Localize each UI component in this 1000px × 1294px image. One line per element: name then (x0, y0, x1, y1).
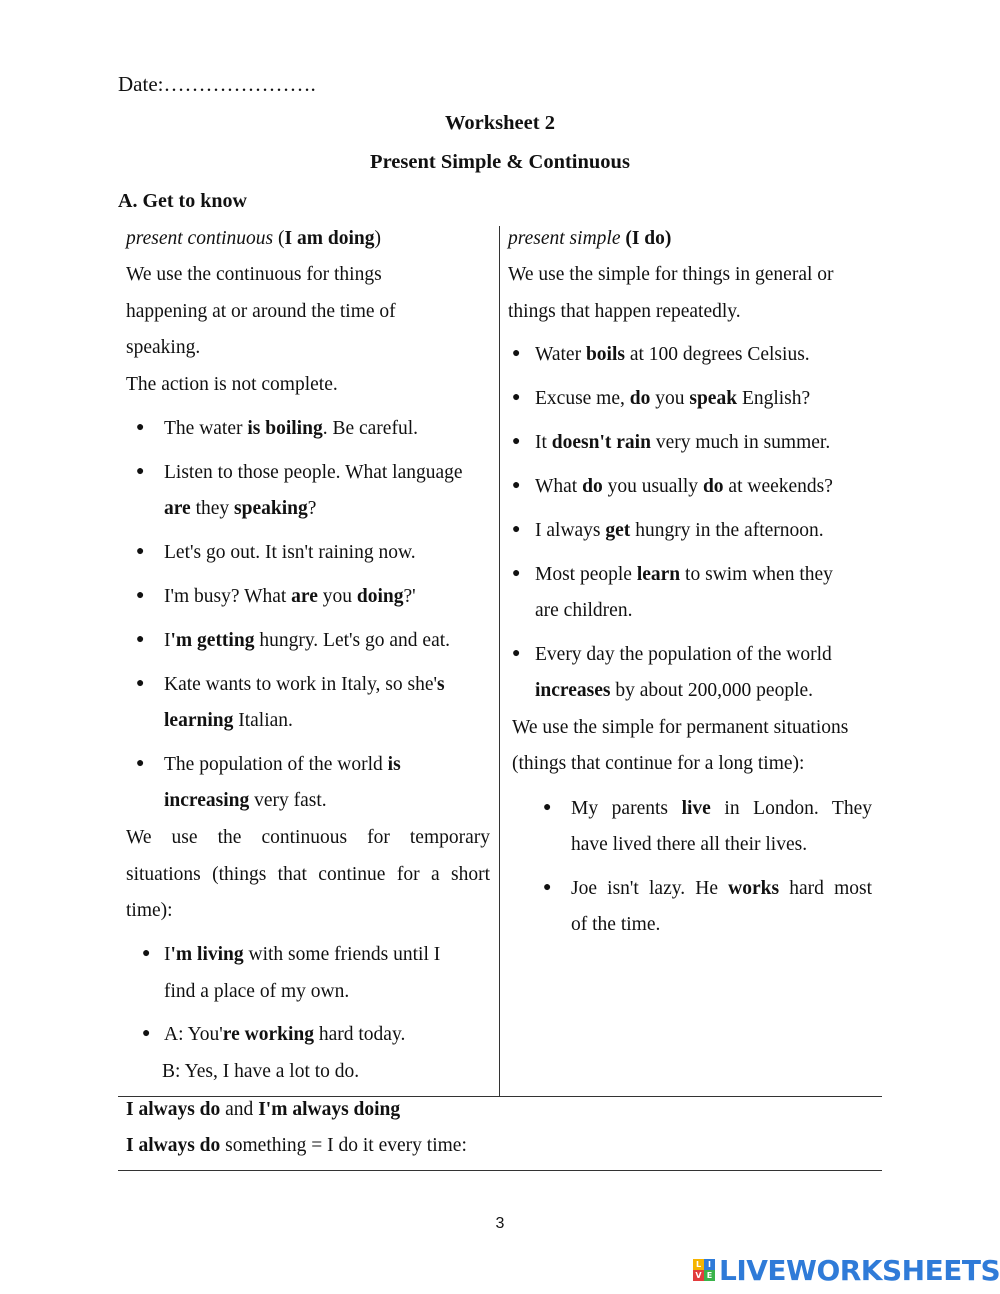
bold-text: re working (222, 1024, 314, 1045)
text: The water (164, 418, 248, 439)
text: something = I do it every time: (220, 1135, 467, 1156)
bold-text: I always do (126, 1099, 221, 1120)
bold-text: is boiling (247, 418, 323, 439)
text: It (535, 432, 552, 453)
text: I (164, 944, 171, 965)
left-temporary-line: situations (things that continue for a short (126, 864, 490, 885)
list-item (164, 630, 450, 652)
list-item (164, 586, 416, 608)
bold-text: speak (689, 388, 738, 409)
bullet-icon: ● (512, 390, 521, 405)
list-item (535, 388, 810, 410)
text: ? (307, 498, 317, 519)
bold-text: are (291, 586, 318, 607)
right-heading-italic: present simple (508, 228, 621, 249)
left-heading-bold: I am doing (284, 228, 375, 249)
text: hard today. (313, 1024, 406, 1045)
left-heading-paren: ( (273, 228, 285, 249)
list-item (164, 674, 445, 696)
list-item (535, 344, 810, 366)
bullet-icon: ● (543, 800, 552, 815)
left-intro-line: We use the continuous for things (126, 264, 382, 285)
page-number: 3 (495, 1215, 505, 1232)
logo-letter: V (693, 1270, 704, 1281)
bold-text: are (164, 498, 191, 519)
list-item: Listen to those people. What language (164, 462, 463, 483)
bullet-icon: ● (512, 434, 521, 449)
right-heading-bold: (I do) (625, 228, 672, 249)
bold-text: live (681, 798, 711, 819)
left-heading-close: ) (374, 228, 381, 249)
list-item (535, 520, 824, 542)
right-intro-line: things that happen repeatedly. (508, 301, 741, 322)
bold-text: doing (356, 586, 404, 607)
list-item (535, 476, 833, 498)
bullet-icon: ● (136, 420, 145, 435)
text: hard most (779, 878, 872, 899)
bold-text: 'm living (170, 944, 244, 965)
bold-text: learn (636, 564, 681, 585)
text: you usually (602, 476, 703, 497)
text: Kate wants to work in Italy, so she' (164, 674, 438, 695)
bullet-icon: ● (512, 478, 521, 493)
bold-text: is (387, 754, 401, 775)
bold-text: works (728, 878, 780, 899)
text: I always (535, 520, 606, 541)
text: The population of the world (164, 754, 388, 775)
bold-text: boils (585, 344, 625, 365)
left-intro-line: speaking. (126, 337, 201, 358)
text: at weekends? (723, 476, 833, 497)
list-item (535, 564, 833, 586)
bullet-icon: ● (136, 632, 145, 647)
list-item-cont (164, 710, 293, 732)
liveworksheets-logo[interactable] (693, 1254, 1000, 1286)
left-heading-italic: present continuous (126, 228, 274, 249)
text: with some friends until I (243, 944, 441, 965)
bullet-icon: ● (543, 880, 552, 895)
bullet-icon: ● (512, 566, 521, 581)
worksheet-subtitle: Present Simple & Continuous (370, 151, 630, 173)
bold-text: do (702, 476, 724, 497)
list-item-cont: are children. (535, 600, 633, 621)
list-item (571, 878, 872, 900)
text: at 100 degrees Celsius. (624, 344, 810, 365)
list-item-cont: find a place of my own. (164, 981, 350, 1002)
text: Water (535, 344, 586, 365)
list-item: Every day the population of the world (535, 644, 832, 665)
right-permanent-line: (things that continue for a long time): (512, 753, 805, 774)
text: . Be careful. (322, 418, 418, 439)
text: Excuse me, (535, 388, 630, 409)
list-item-cont (164, 498, 316, 520)
bullet-icon: ● (512, 346, 521, 361)
text: hungry. Let's go and eat. (254, 630, 451, 651)
list-item-cont (164, 790, 327, 812)
text: A: You' (164, 1024, 223, 1045)
worksheet-title: Worksheet 2 (445, 112, 555, 134)
bold-text: I'm always doing (258, 1099, 401, 1120)
list-item (164, 1024, 405, 1046)
list-item-cont: B: Yes, I have a lot to do. (162, 1061, 360, 1082)
bullet-icon: ● (142, 1026, 151, 1041)
bold-text: speaking (234, 498, 308, 519)
list-item-cont: of the time. (571, 914, 661, 935)
text: What (535, 476, 583, 497)
bold-text: get (605, 520, 631, 541)
text: you (650, 388, 690, 409)
bullet-icon: ● (136, 588, 145, 603)
bold-text: s (437, 674, 445, 695)
bold-text: 'm getting (170, 630, 255, 651)
text: very much in summer. (650, 432, 831, 453)
date-label: Date:…………………. (118, 72, 316, 96)
text: very fast. (249, 790, 327, 811)
logo-letter: I (704, 1259, 715, 1270)
right-intro-line: We use the simple for things in general or (508, 264, 834, 285)
list-item: Let's go out. It isn't raining now. (164, 542, 416, 563)
bold-text: I always do (126, 1135, 221, 1156)
list-item (164, 944, 440, 966)
logo-text: LIVEWORKSHEETS (719, 1253, 1000, 1287)
bullet-icon: ● (512, 522, 521, 537)
section-bottom-border (118, 1170, 882, 1171)
bold-text: do (629, 388, 651, 409)
list-item (164, 418, 418, 440)
right-heading (508, 228, 671, 250)
list-item (164, 754, 401, 776)
text: they (190, 498, 235, 519)
bold-text: increasing (164, 790, 250, 811)
bullet-icon: ● (136, 756, 145, 771)
list-item-cont: have lived there all their lives. (571, 834, 808, 855)
left-intro-line: happening at or around the time of (126, 301, 396, 322)
text: I'm busy? What (164, 586, 292, 607)
bullet-icon: ● (142, 946, 151, 961)
bold-text: increases (535, 680, 611, 701)
bullet-icon: ● (136, 676, 145, 691)
left-intro-line: The action is not complete. (126, 374, 338, 395)
bullet-icon: ● (136, 544, 145, 559)
section-a-heading: A. Get to know (118, 190, 247, 212)
text: by about 200,000 people. (610, 680, 814, 701)
text: and (220, 1099, 259, 1120)
bold-text: doesn't rain (551, 432, 651, 453)
list-item-cont (535, 680, 813, 702)
right-permanent-line: We use the simple for permanent situations (512, 717, 849, 738)
bullet-icon: ● (512, 646, 521, 661)
bold-text: do (582, 476, 603, 497)
logo-letter: E (704, 1270, 715, 1281)
text: in London. They (710, 798, 872, 819)
left-temporary-line: We use the continuous for temporary (126, 827, 490, 848)
text: you (317, 586, 357, 607)
bullet-icon: ● (136, 464, 145, 479)
left-temporary-line: time): (126, 900, 173, 921)
text: Italian. (233, 710, 293, 731)
text: to swim when they (680, 564, 833, 585)
list-item (535, 432, 830, 454)
text: English? (737, 388, 811, 409)
left-heading (126, 228, 381, 250)
always-definition (126, 1135, 467, 1157)
column-divider (499, 226, 500, 1096)
text: Most people (535, 564, 637, 585)
text: ?' (403, 586, 416, 607)
text: I (164, 630, 171, 651)
logo-icon (693, 1259, 715, 1281)
bold-text: learning (164, 710, 234, 731)
always-heading (126, 1099, 400, 1121)
text: Joe isn't lazy. He (571, 878, 729, 899)
table-bottom-border (118, 1096, 882, 1097)
logo-letter: L (693, 1259, 704, 1270)
list-item (571, 798, 872, 820)
text: My parents (571, 798, 682, 819)
text: hungry in the afternoon. (630, 520, 824, 541)
